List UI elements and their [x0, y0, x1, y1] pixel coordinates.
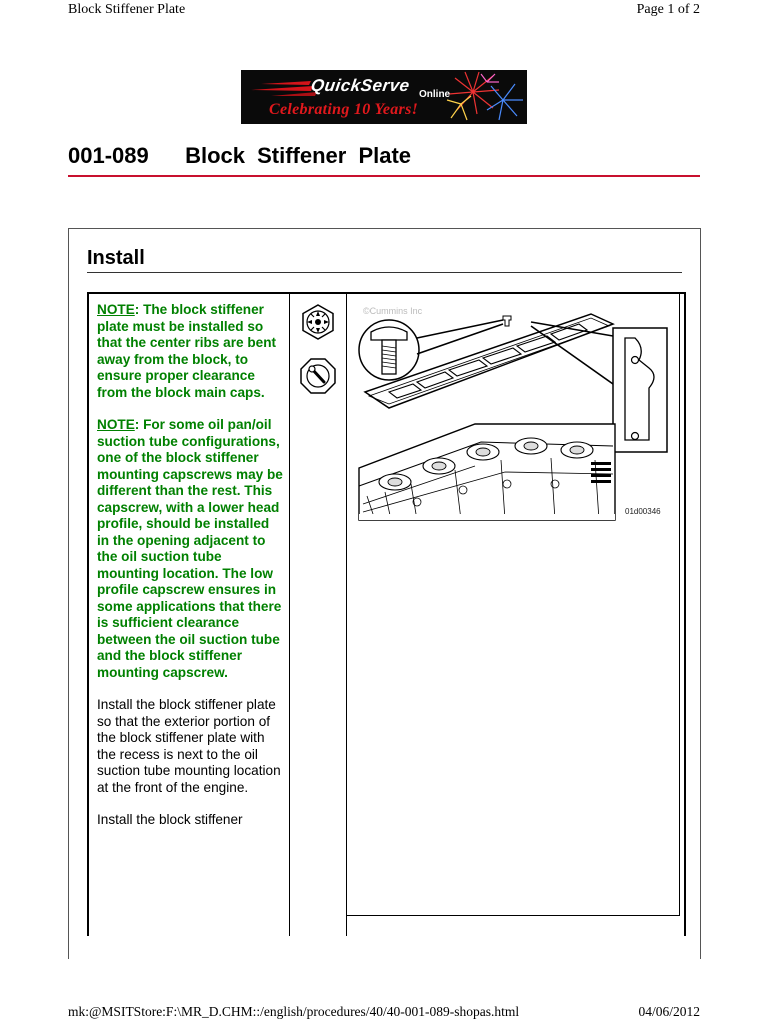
- torque-wrench-icon: [300, 358, 336, 394]
- column-divider: [346, 294, 347, 936]
- column-divider: [289, 294, 290, 936]
- note-clearance: [97, 302, 283, 401]
- socket-tool-icon: [300, 304, 336, 340]
- note-text: : For some oil pan/oil suction tube configurations, one of the block stiffener mounting capscrews may be different than the rest. This capscrew, with a lower head profile, should be installed in the opening adjacent to the oil suction tube mounting location. The low profile capscrew ensures in some applications that there is sufficient clearance between the oil suction tube and the block stiffener mounting capscrew.: [97, 417, 283, 680]
- source-path: mk:@MSITStore:F:\MR_D.CHM::/english/procedures/40/40-001-089-shopas.html: [68, 1004, 520, 1019]
- note-label: NOTE: [97, 302, 135, 317]
- section-title: Install: [87, 247, 145, 269]
- step-text: [97, 302, 283, 845]
- figure-watermark: ©Cummins Inc: [363, 306, 423, 316]
- print-header-page: Page 1 of 2: [636, 2, 700, 17]
- note-capscrew: [97, 417, 283, 681]
- banner-online: Online: [419, 89, 451, 100]
- banner-tagline: Celebrating 10 Years!: [269, 101, 419, 118]
- print-footer: [68, 1004, 700, 1022]
- install-section: [68, 228, 701, 959]
- step-table: [87, 292, 686, 936]
- print-date: 04/06/2012: [638, 1004, 700, 1019]
- instruction-paragraph: Install the block stiffener plate so that the exterior portion of the block stiffener plate with the recess is next to the oil suction tube mounting location at the front of the engine.: [97, 697, 281, 795]
- quickserve-banner[interactable]: [241, 70, 527, 124]
- section-divider: [87, 272, 682, 273]
- banner-brand: QuickServe: [309, 76, 411, 95]
- print-header-title: Block Stiffener Plate: [68, 2, 186, 17]
- stiffener-plate-illustration: [355, 296, 671, 524]
- figure-id: 01d00346: [625, 507, 661, 516]
- column-divider: [679, 294, 680, 916]
- row-divider: [346, 915, 680, 916]
- instruction-paragraph: Install the block stiffener: [97, 812, 243, 827]
- title-divider: [68, 175, 700, 177]
- note-text: : The block stiffener plate must be installed so that the center ribs are bent away from the block, to ensure proper clearance from the block main caps.: [97, 302, 277, 400]
- page-title: 001-089 Block Stiffener Plate: [68, 143, 412, 168]
- note-label: NOTE: [97, 417, 135, 432]
- print-header: [68, 2, 700, 20]
